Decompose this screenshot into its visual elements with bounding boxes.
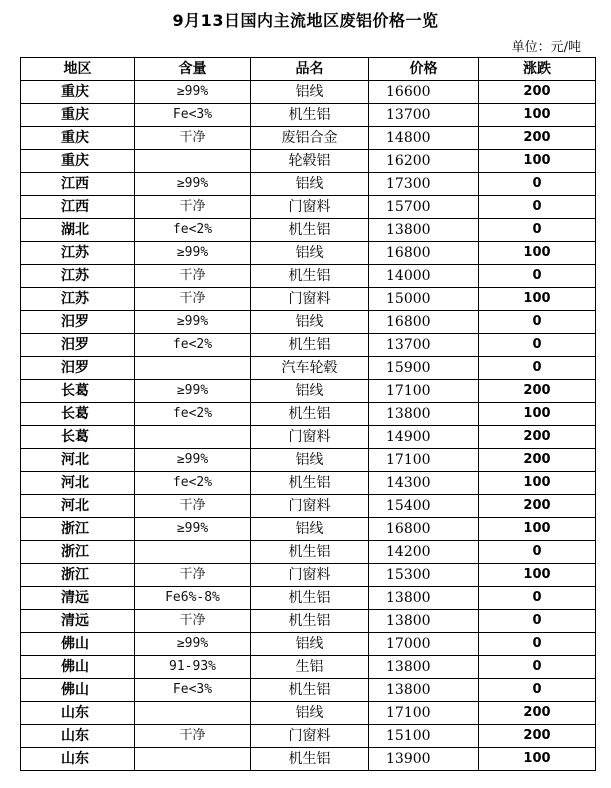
content-cell: 干净 [135, 265, 251, 288]
table-row [21, 288, 596, 311]
name-cell: 汽车轮毂 [251, 357, 369, 380]
name-cell: 机生铝 [251, 403, 369, 426]
change-cell: 0 [479, 173, 596, 196]
region-cell: 重庆 [21, 81, 135, 104]
region-cell: 浙江 [21, 518, 135, 541]
region-cell: 重庆 [21, 127, 135, 150]
content-cell: ≥99% [135, 311, 251, 334]
region-cell: 汨罗 [21, 311, 135, 334]
name-cell: 门窗料 [251, 196, 369, 219]
table-row [21, 334, 596, 357]
content-cell: 干净 [135, 127, 251, 150]
change-cell: 200 [479, 426, 596, 449]
price-cell: 15100 [369, 725, 479, 748]
price-cell: 13800 [369, 610, 479, 633]
column-header-change: 涨跌 [479, 58, 596, 81]
name-cell: 门窗料 [251, 426, 369, 449]
change-cell: 100 [479, 564, 596, 587]
table-row [21, 725, 596, 748]
content-cell [135, 150, 251, 173]
name-cell: 机生铝 [251, 472, 369, 495]
table-row [21, 426, 596, 449]
table-row [21, 104, 596, 127]
price-cell: 13800 [369, 219, 479, 242]
name-cell: 机生铝 [251, 679, 369, 702]
region-cell: 佛山 [21, 633, 135, 656]
content-cell: fe<2% [135, 472, 251, 495]
content-cell [135, 541, 251, 564]
region-cell: 重庆 [21, 150, 135, 173]
region-cell: 长葛 [21, 380, 135, 403]
content-cell: ≥99% [135, 449, 251, 472]
price-cell: 15400 [369, 495, 479, 518]
column-header-content: 含量 [135, 58, 251, 81]
table-header-row [21, 58, 596, 81]
table-row [21, 357, 596, 380]
change-cell: 100 [479, 104, 596, 127]
name-cell: 机生铝 [251, 219, 369, 242]
region-cell: 清远 [21, 587, 135, 610]
region-cell: 湖北 [21, 219, 135, 242]
region-cell: 佛山 [21, 656, 135, 679]
price-cell: 14000 [369, 265, 479, 288]
table-row [21, 127, 596, 150]
change-cell: 100 [479, 472, 596, 495]
price-cell: 14800 [369, 127, 479, 150]
content-cell: ≥99% [135, 81, 251, 104]
content-cell: Fe<3% [135, 679, 251, 702]
content-cell: fe<2% [135, 334, 251, 357]
name-cell: 机生铝 [251, 265, 369, 288]
name-cell: 门窗料 [251, 288, 369, 311]
content-cell: 干净 [135, 610, 251, 633]
region-cell: 重庆 [21, 104, 135, 127]
table-row [21, 702, 596, 725]
price-cell: 16600 [369, 81, 479, 104]
table-row [21, 541, 596, 564]
name-cell: 门窗料 [251, 495, 369, 518]
price-cell: 14900 [369, 426, 479, 449]
content-cell: 干净 [135, 495, 251, 518]
price-cell: 16800 [369, 311, 479, 334]
region-cell: 浙江 [21, 564, 135, 587]
table-row [21, 679, 596, 702]
price-cell: 14300 [369, 472, 479, 495]
change-cell: 0 [479, 610, 596, 633]
name-cell: 铝线 [251, 449, 369, 472]
name-cell: 铝线 [251, 518, 369, 541]
name-cell: 生铝 [251, 656, 369, 679]
table-row [21, 219, 596, 242]
name-cell: 机生铝 [251, 334, 369, 357]
region-cell: 江西 [21, 173, 135, 196]
table-row [21, 472, 596, 495]
name-cell: 机生铝 [251, 610, 369, 633]
price-cell: 13800 [369, 403, 479, 426]
table-row [21, 495, 596, 518]
table-body [21, 81, 596, 771]
price-cell: 15700 [369, 196, 479, 219]
change-cell: 0 [479, 541, 596, 564]
name-cell: 门窗料 [251, 725, 369, 748]
change-cell: 0 [479, 334, 596, 357]
name-cell: 机生铝 [251, 748, 369, 771]
region-cell: 山东 [21, 702, 135, 725]
price-cell: 17100 [369, 702, 479, 725]
region-cell: 江苏 [21, 265, 135, 288]
region-cell: 清远 [21, 610, 135, 633]
price-cell: 17000 [369, 633, 479, 656]
region-cell: 汨罗 [21, 357, 135, 380]
table-row [21, 564, 596, 587]
price-cell: 13800 [369, 679, 479, 702]
name-cell: 铝线 [251, 242, 369, 265]
change-cell: 200 [479, 81, 596, 104]
table-row [21, 403, 596, 426]
table-row [21, 150, 596, 173]
region-cell: 江西 [21, 196, 135, 219]
price-cell: 15300 [369, 564, 479, 587]
table-row [21, 265, 596, 288]
table-row [21, 633, 596, 656]
name-cell: 机生铝 [251, 587, 369, 610]
table-row [21, 587, 596, 610]
price-cell: 16200 [369, 150, 479, 173]
change-cell: 200 [479, 127, 596, 150]
column-header-region: 地区 [21, 58, 135, 81]
content-cell: 干净 [135, 288, 251, 311]
name-cell: 铝线 [251, 380, 369, 403]
change-cell: 0 [479, 219, 596, 242]
content-cell: fe<2% [135, 219, 251, 242]
name-cell: 铝线 [251, 702, 369, 725]
price-cell: 13700 [369, 104, 479, 127]
change-cell: 0 [479, 587, 596, 610]
change-cell: 200 [479, 725, 596, 748]
region-cell: 江苏 [21, 288, 135, 311]
table-row [21, 610, 596, 633]
change-cell: 200 [479, 702, 596, 725]
region-cell: 佛山 [21, 679, 135, 702]
region-cell: 江苏 [21, 242, 135, 265]
name-cell: 铝线 [251, 311, 369, 334]
price-cell: 15900 [369, 357, 479, 380]
price-table [20, 57, 596, 771]
change-cell: 0 [479, 196, 596, 219]
table-row [21, 81, 596, 104]
change-cell: 0 [479, 633, 596, 656]
region-cell: 河北 [21, 449, 135, 472]
change-cell: 200 [479, 495, 596, 518]
table-row [21, 173, 596, 196]
region-cell: 山东 [21, 748, 135, 771]
price-cell: 16800 [369, 518, 479, 541]
content-cell: ≥99% [135, 633, 251, 656]
name-cell: 铝线 [251, 633, 369, 656]
change-cell: 100 [479, 288, 596, 311]
content-cell: Fe<3% [135, 104, 251, 127]
table-row [21, 311, 596, 334]
region-cell: 河北 [21, 495, 135, 518]
change-cell: 200 [479, 449, 596, 472]
change-cell: 0 [479, 679, 596, 702]
price-cell: 13900 [369, 748, 479, 771]
change-cell: 100 [479, 150, 596, 173]
price-cell: 13800 [369, 656, 479, 679]
unit-label: 单位：元/吨 [511, 40, 581, 55]
name-cell: 废铝合金 [251, 127, 369, 150]
price-cell: 17300 [369, 173, 479, 196]
content-cell [135, 748, 251, 771]
content-cell: ≥99% [135, 242, 251, 265]
change-cell: 0 [479, 656, 596, 679]
content-cell: fe<2% [135, 403, 251, 426]
price-cell: 17100 [369, 449, 479, 472]
table-row [21, 449, 596, 472]
name-cell: 轮毂铝 [251, 150, 369, 173]
region-cell: 浙江 [21, 541, 135, 564]
region-cell: 山东 [21, 725, 135, 748]
table-row [21, 518, 596, 541]
change-cell: 100 [479, 242, 596, 265]
price-cell: 13800 [369, 587, 479, 610]
price-cell: 16800 [369, 242, 479, 265]
change-cell: 100 [479, 748, 596, 771]
content-cell: Fe6%-8% [135, 587, 251, 610]
price-cell: 14200 [369, 541, 479, 564]
content-cell: 干净 [135, 725, 251, 748]
change-cell: 0 [479, 265, 596, 288]
price-cell: 15000 [369, 288, 479, 311]
change-cell: 100 [479, 403, 596, 426]
name-cell: 门窗料 [251, 564, 369, 587]
content-cell: 干净 [135, 564, 251, 587]
change-cell: 100 [479, 518, 596, 541]
change-cell: 0 [479, 357, 596, 380]
table-row [21, 242, 596, 265]
price-cell: 13700 [369, 334, 479, 357]
content-cell: ≥99% [135, 518, 251, 541]
table-row [21, 196, 596, 219]
change-cell: 200 [479, 380, 596, 403]
name-cell: 铝线 [251, 81, 369, 104]
page-title: 9月13日国内主流地区废铝价格一览 [172, 11, 439, 30]
content-cell [135, 357, 251, 380]
table-row [21, 656, 596, 679]
region-cell: 汨罗 [21, 334, 135, 357]
content-cell [135, 426, 251, 449]
content-cell [135, 702, 251, 725]
region-cell: 河北 [21, 472, 135, 495]
name-cell: 机生铝 [251, 104, 369, 127]
name-cell: 机生铝 [251, 541, 369, 564]
region-cell: 长葛 [21, 403, 135, 426]
table-row [21, 748, 596, 771]
content-cell: 干净 [135, 196, 251, 219]
column-header-name: 品名 [251, 58, 369, 81]
content-cell: ≥99% [135, 173, 251, 196]
content-cell: ≥99% [135, 380, 251, 403]
column-header-price: 价格 [369, 58, 479, 81]
content-cell: 91-93% [135, 656, 251, 679]
price-cell: 17100 [369, 380, 479, 403]
name-cell: 铝线 [251, 173, 369, 196]
change-cell: 0 [479, 311, 596, 334]
table-row [21, 380, 596, 403]
region-cell: 长葛 [21, 426, 135, 449]
